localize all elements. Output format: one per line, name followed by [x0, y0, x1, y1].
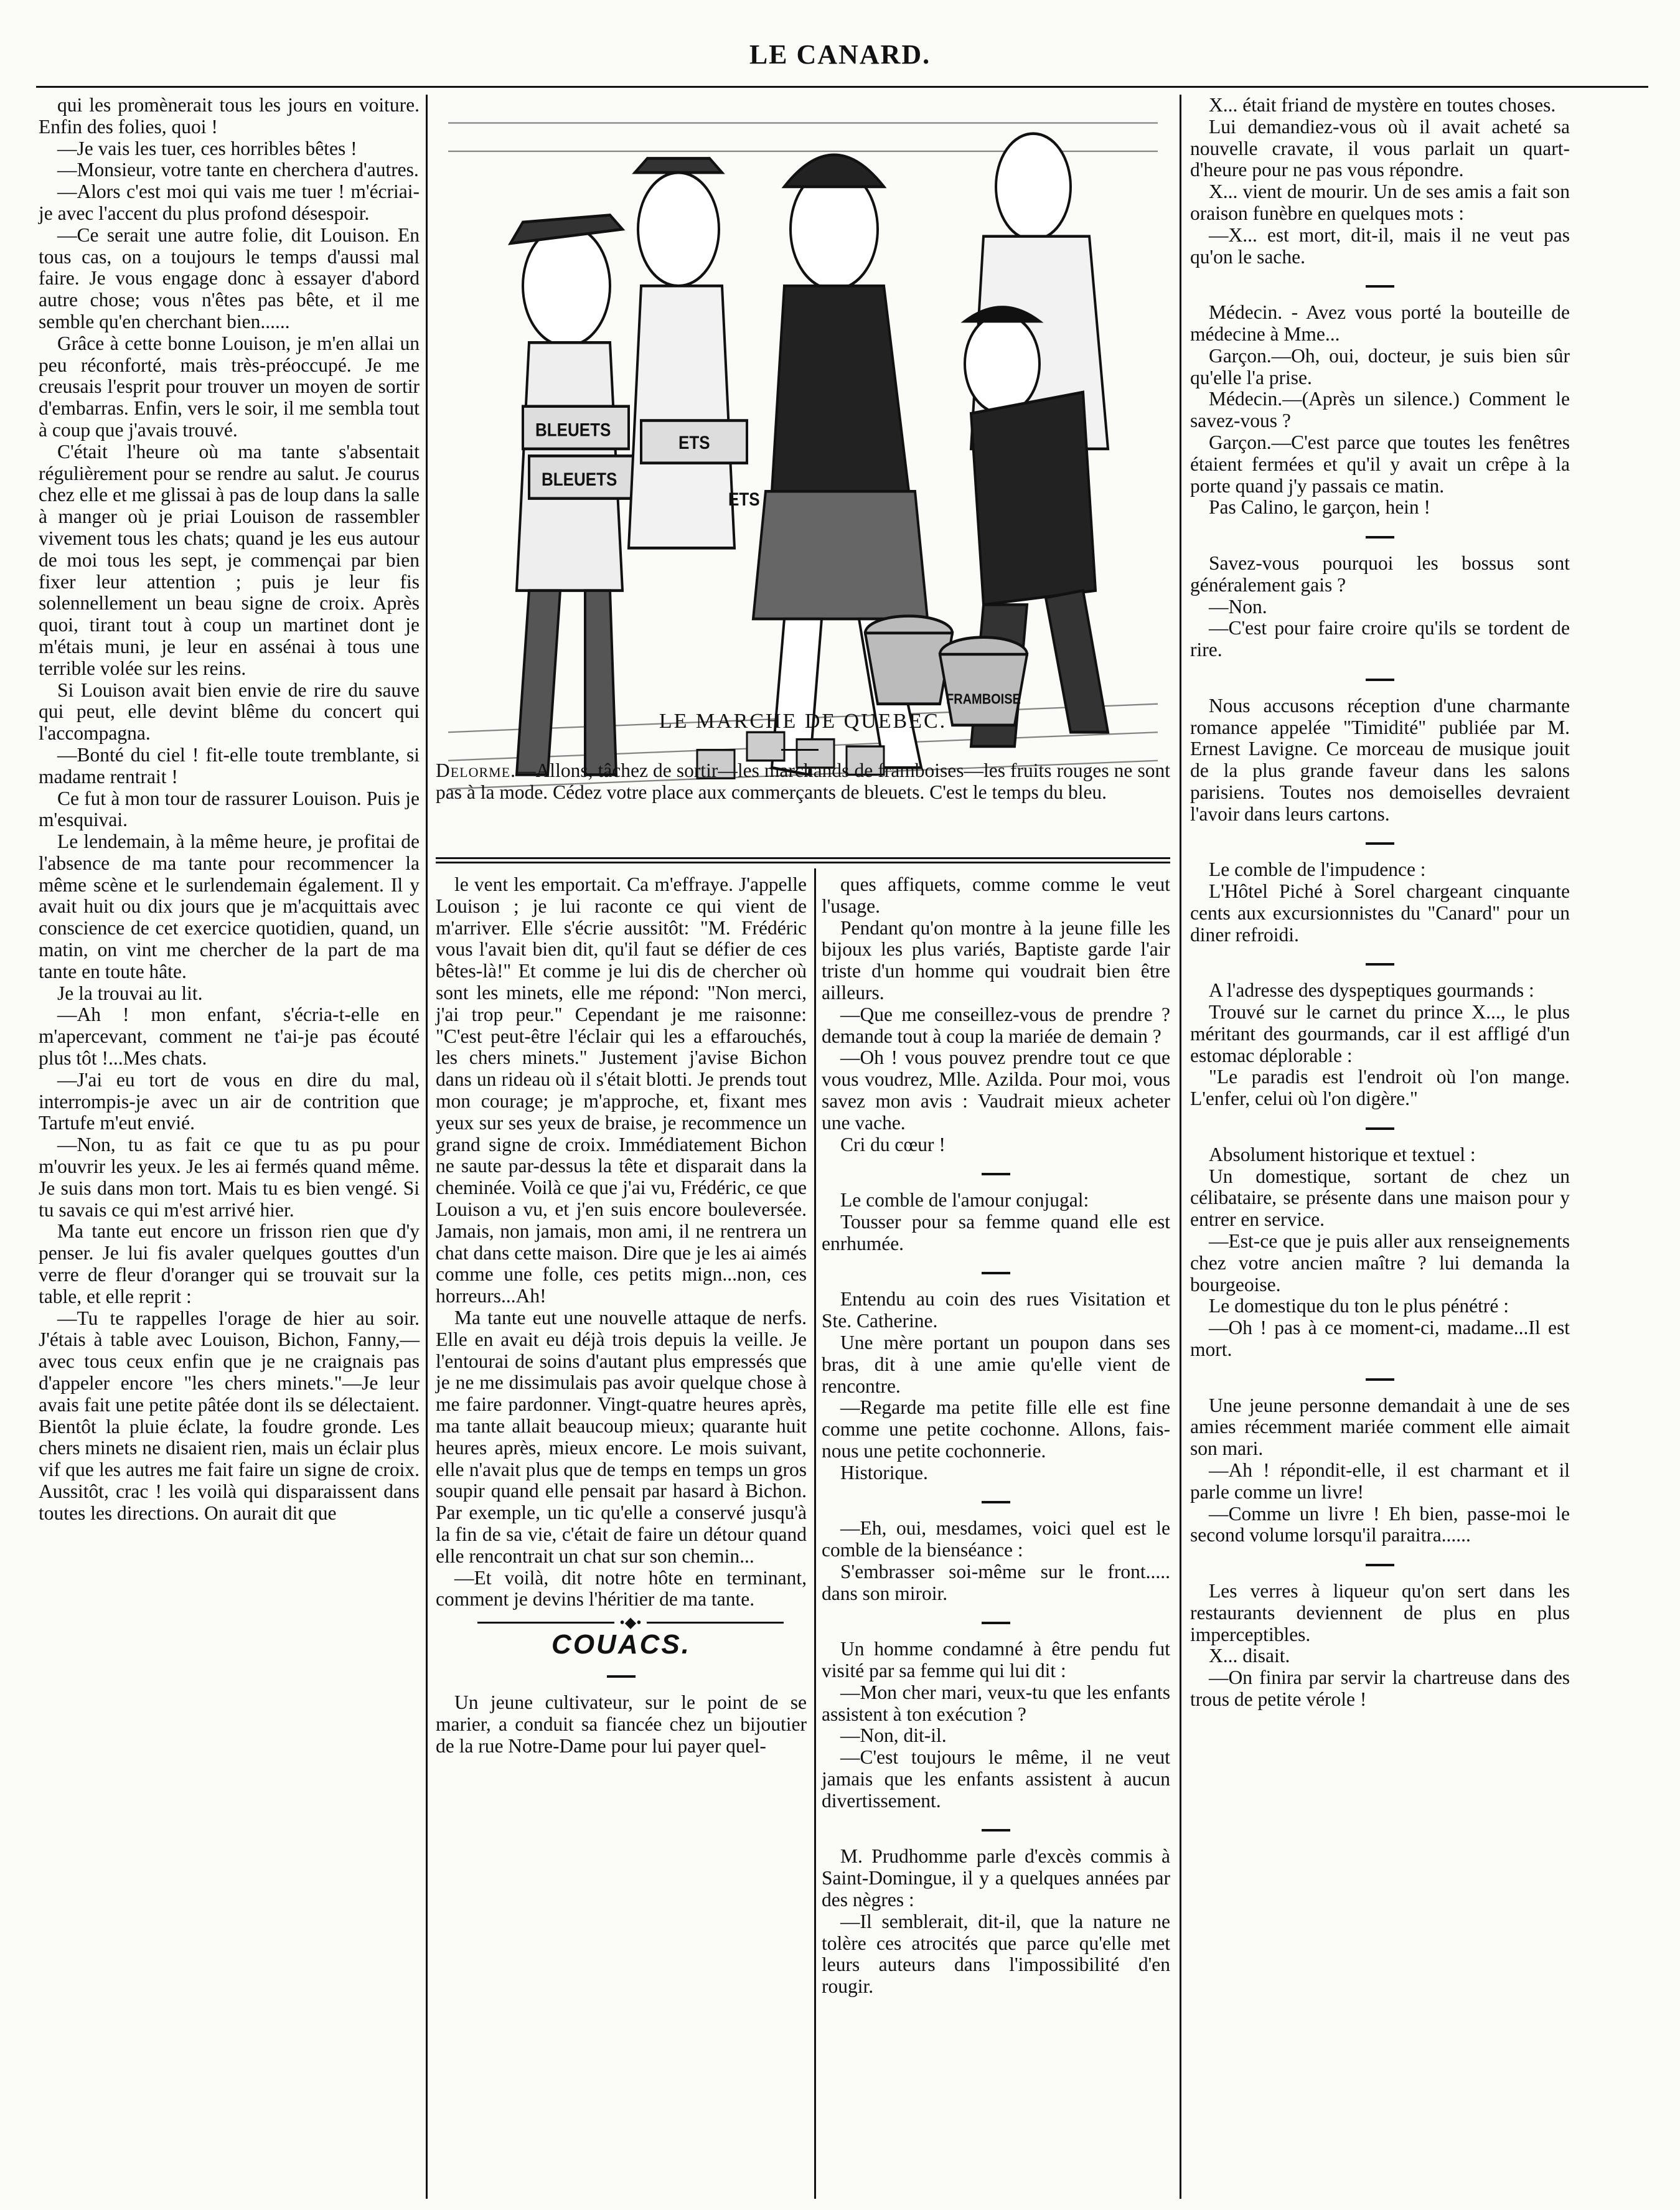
paragraph: —Comme un livre ! Eh bien, passe-moi le second volume lorsqu'il paraitra......	[1190, 1502, 1570, 1546]
legend-speaker: Delorme.	[436, 759, 517, 781]
paragraph: Un homme condamné à être pendu fut visité par sa femme qui lui dit :	[822, 1638, 1170, 1682]
separator-rule	[822, 1818, 1170, 1840]
separator-rule	[1190, 1116, 1570, 1138]
paragraph: Je la trouvai au lit.	[57, 982, 203, 1004]
separator-rule	[1190, 1553, 1570, 1574]
paragraph: Médecin. - Avez vous porté la bouteille de médecine à Mme...	[1190, 301, 1570, 345]
paragraph: X... était friand de mystère en toutes choses.	[1209, 94, 1556, 116]
paragraph: Trouvé sur le carnet du prince X..., le plus méritant des gourmands, car il est affligé d'un estomac déplorable :	[1190, 1001, 1570, 1066]
paragraph: ques affiquets, comme comme le veut l'usage.	[822, 873, 1170, 917]
paragraph: M. Prudhomme parle d'excès commis à Saint-Domingue, il y a quelques années par des nègres :	[822, 1845, 1170, 1911]
crate-label: ETS	[728, 489, 760, 510]
separator-rule	[436, 1665, 807, 1686]
paragraph: —X... est mort, dit-il, mais il ne veut pas qu'on le sache.	[1190, 223, 1570, 268]
paragraph: —Oh ! vous pouvez prendre tout ce que vous voudrez, Mlle. Azilda. Pour moi, vous savez mon avis : Vaudrait mieux acheter une vache.	[822, 1046, 1170, 1134]
paragraph: L'Hôtel Piché à Sorel chargeant cinquante cents aux excursionnistes du "Canard" pour un diner refroidi.	[1190, 880, 1570, 946]
paragraph: X... disait.	[1209, 1645, 1290, 1667]
paragraph: —Eh, oui, mesdames, voici quel est le comble de la bienséance :	[822, 1517, 1170, 1561]
paragraph: Cri du cœur !	[840, 1133, 946, 1155]
crate-label: ETS	[678, 432, 710, 453]
paragraph: Grâce à cette bonne Louison, je m'en allai un peu réconforté, mais très-préoccupé. Je me creusais l'esprit pour trouver un moyen de sortir d'embarras. Enfin, vers le soir, il me sembla tout à coup que j'avais trouvé.	[39, 332, 420, 441]
paragraph: Garçon.—C'est parce que toutes les fenêtres étaient fermées et qu'il y avait un crêpe à la porte quand j'y passais ce matin.	[1190, 431, 1570, 497]
paragraph: qui les promènerait tous les jours en voiture. Enfin des folies, quoi !	[39, 94, 420, 138]
paragraph: —Il semblerait, dit-il, que la nature ne tolère ces atrocités que parce qu'elle met leurs auteurs dans l'impossibilité d'en rougir.	[822, 1910, 1170, 1998]
top-rule	[36, 86, 1648, 88]
crate-label: BLEUETS	[535, 419, 611, 440]
paragraph: —Ce serait une autre folie, dit Louison. En tous cas, on a toujours le temps d'aussi mal faire. Je vous engage donc à essayer d'abord autre chose; vous n'êtes pas bête, et il me semble qu'en cherchant bien......	[39, 223, 420, 332]
paragraph: "Le paradis est l'endroit où l'on mange. L'enfer, celui où l'on digère."	[1190, 1066, 1570, 1110]
paragraph: Ma tante eut une nouvelle attaque de nerfs. Elle en avait eu déjà trois depuis la veille. Je l'entourai de soins d'autant plus empressés que je ne me dissimulais pas avoir quelque chose à me faire pardonner. Vingt-quatre heures après, ma tante allait beaucoup mieux; quarante huit heures après, mieux encore. Le mois suivant, elle n'avait plus que de temps en temps un gros soupir quand elle pensait par hasard à Bichon. Par exemple, un tic qu'elle a conservé jusqu'à la fin de sa vie, c'était de faire un détour quand elle rencontrait un chat sur son chemin...	[436, 1306, 807, 1567]
caption-dash	[781, 749, 819, 751]
paragraph: —C'est toujours le même, il ne veut jamais que les enfants assistent à aucun divertissement.	[822, 1746, 1170, 1812]
paragraph: —C'est pour faire croire qu'ils se tordent de rire.	[1190, 617, 1570, 661]
paragraph: —J'ai eu tort de vous en dire du mal, interrompis-je avec un air de contrition que Tartufe m'eut envié.	[39, 1068, 420, 1134]
paragraph: Une jeune personne demandait à une de ses amies récemment mariée comment elle aimait son mari.	[1190, 1394, 1570, 1460]
paragraph: Le lendemain, à la même heure, je profitai de l'absence de ma tante pour recommencer la même scène et le surlendemain également. Il y avait huit ou dix jours que je m'acquittais avec conscience de cet exercice quotidien, quand, un matin, on vint me chercher de la part de ma tante en toute hâte.	[39, 830, 420, 982]
separator-rule	[822, 1162, 1170, 1183]
paragraph: Le comble de l'amour conjugal:	[840, 1189, 1089, 1211]
paragraph: Lui demandiez-vous où il avait acheté sa nouvelle cravate, il vous parlait un quart-d'heure pour ne pas vous répondre.	[1190, 115, 1570, 181]
separator-rule	[822, 1611, 1170, 1633]
paragraph: —Que me conseillez-vous de prendre ? demande tout à coup la mariée de demain ?	[822, 1003, 1170, 1047]
paragraph: Un jeune cultivateur, sur le point de se marier, a conduit sa fiancée chez un bijoutier de la rue Notre-Dame pour lui payer quel-	[436, 1691, 807, 1757]
section-double-rule	[436, 857, 1170, 863]
paragraph: Ce fut à mon tour de rassurer Louison. Puis je m'esquivai.	[39, 787, 420, 831]
paragraph: Si Louison avait bien envie de rire du sauve qui peut, elle devint blême du concert qui l'accompagna.	[39, 679, 420, 745]
paragraph: —Mon cher mari, veux-tu que les enfants assistent à ton exécution ?	[822, 1681, 1170, 1725]
paragraph: Un domestique, sortant de chez un célibataire, se présente dans une maison pour y entrer en service.	[1190, 1165, 1570, 1231]
paragraph: Garçon.—Oh, oui, docteur, je suis bien sûr qu'elle l'a prise.	[1190, 344, 1570, 388]
paragraph: —Oh ! pas à ce moment-ci, madame...Il est mort.	[1190, 1317, 1570, 1361]
paragraph: —On finira par servir la chartreuse dans des trous de petite vérole !	[1190, 1667, 1570, 1710]
separator-rule	[822, 1261, 1170, 1283]
paragraph: —Alors c'est moi qui vais me tuer ! m'écriai-je avec l'accent du plus profond désespoir.	[39, 181, 420, 224]
column-3	[822, 874, 1170, 1998]
paragraph: Une mère portant un poupon dans ses bras, dit à une amie qu'elle vient de rencontre.	[822, 1331, 1170, 1397]
paragraph: —Regarde ma petite fille elle est fine comme une petite cochonne. Allons, fais-nous une petite cochonnerie.	[822, 1396, 1170, 1462]
paragraph: —Non.	[1209, 595, 1267, 618]
paragraph: —Bonté du ciel ! fit-elle toute tremblante, si madame rentrait !	[39, 743, 420, 788]
paragraph: Les verres à liqueur qu'on sert dans les restaurants deviennent de plus en plus imperceptibles.	[1190, 1580, 1570, 1645]
paragraph: S'embrasser soi-même sur le front..... dans son miroir.	[822, 1560, 1170, 1604]
separator-rule	[1190, 667, 1570, 689]
separator-rule	[822, 1490, 1170, 1512]
section-heading-couacs	[436, 1629, 807, 1660]
paragraph: —Ah ! mon enfant, s'écria-t-elle en m'apercevant, comment ne t'ai-je pas écouté plus tôt !...Mes chats.	[39, 1004, 420, 1070]
paragraph: Absolument historique et textuel :	[1209, 1143, 1476, 1165]
masthead: LE CANARD.	[749, 39, 931, 70]
separator-rule	[1190, 1367, 1570, 1389]
paragraph: —Monsieur, votre tante en cherchera d'autres.	[57, 159, 419, 181]
paragraph: Le domestique du ton le plus pénétré :	[1209, 1295, 1509, 1317]
paragraph: Historique.	[840, 1461, 928, 1484]
paragraph: —Et voilà, dit notre hôte en terminant, comment je devins l'héritier de ma tante.	[436, 1566, 807, 1610]
column-4	[1190, 95, 1570, 1711]
paragraph: Ma tante eut encore un frisson rien que d'y penser. Je lui fis avaler quelques gouttes d'un verre de fleur d'oranger qui se trouvait sur la table, et elle reprit :	[39, 1220, 420, 1307]
paragraph: X... vient de mourir. Un de ses amis a fait son oraison funèbre en quelques mots :	[1190, 181, 1570, 224]
ornament-rule: •◆•	[436, 1610, 807, 1634]
paragraph: Médecin.—(Après un silence.) Comment le savez-vous ?	[1190, 388, 1570, 432]
couacs-title: COUACS.	[551, 1629, 691, 1660]
basket-label: FRAMBOISE	[946, 691, 1021, 707]
paragraph: Savez-vous pourquoi les bossus sont généralement gais ?	[1190, 552, 1570, 596]
column-divider	[1180, 95, 1181, 2199]
paragraph: —Est-ce que je puis aller aux renseignements chez votre ancien maître ? lui demanda la bourgeoise.	[1190, 1230, 1570, 1295]
paragraph: Le comble de l'impudence :	[1209, 858, 1426, 881]
column-divider	[814, 868, 816, 2199]
separator-rule	[1190, 525, 1570, 547]
illustration-market-scene	[436, 95, 1170, 803]
paragraph: Tousser pour sa femme quand elle est enrhumée.	[822, 1210, 1170, 1254]
paragraph: —Tu te rappelles l'orage de hier au soir. J'étais à table avec Louison, Bichon, Fanny,—avec tous ceux enfin que je ne craignais pas d'appeler encore "les chers minets."—Je leur avais fait une petite pâtée dont ils se délectaient. Bientôt la pluie éclate, la foudre gronde. Les chers minets ne disaient rien, mais un éclair plus vif que les autres me fait faire un signe de croix. Aussitôt, crac ! les voilà qui disparaissent dans toutes les directions. On aurait dit que	[39, 1307, 420, 1524]
figure-caption: LE MARCHE DE QUEBEC.	[659, 710, 947, 733]
separator-rule	[1190, 952, 1570, 974]
paragraph: A l'adresse des dyspeptiques gourmands :	[1209, 979, 1534, 1002]
paragraph: C'était l'heure où ma tante s'absentait régulièrement pour se rendre au salut. Je courus chez elle et me glissai à pas de loup dans la salle à manger où je priai Louison de rassembler vivement tous les chats; quand je les eus autour de moi tous les sept, je commençai par bien fixer leur attention ; puis je leur fis solennellement un beau signe de croix. Après quoi, tirant tout à coup un martinet dont je m'étais muni, je leur en assénai à tous une terrible volée sur les reins.	[39, 440, 420, 679]
paragraph: —Je vais les tuer, ces horribles bêtes !	[57, 137, 357, 159]
paragraph: —Non, tu as fait ce que tu as pu pour m'ouvrir les yeux. Je les ai fermés quand même. Je suis dans mon tort. Mais tu es bien vengé. Si tu savais ce qui m'est arrivé hier.	[39, 1134, 420, 1221]
column-divider	[426, 95, 428, 2199]
paragraph: —Non, dit-il.	[840, 1724, 947, 1747]
separator-rule	[1190, 274, 1570, 296]
paragraph: —Ah ! répondit-elle, il est charmant et il parle comme un livre!	[1190, 1459, 1570, 1503]
legend-text: —Allons, tâchez de sortir—les marchands de framboises—les fruits rouges ne sont pas à la mode. Cédez votre place aux commerçants de bleuets. C'est le temps du bleu.	[436, 759, 1170, 803]
paragraph: Pendant qu'on montre à la jeune fille les bijoux les plus variés, Baptiste garde l'air triste d'un homme qui voudrait bien être ailleurs.	[822, 916, 1170, 1004]
paragraph: Pas Calino, le garçon, hein !	[1209, 496, 1431, 519]
crate-label: BLEUETS	[542, 469, 617, 490]
separator-rule	[1190, 832, 1570, 853]
paragraph: Entendu au coin des rues Visitation et Ste. Catherine.	[822, 1288, 1170, 1332]
paragraph: Nous accusons réception d'une charmante romance appelée "Timidité" publiée par M. Ernest Lavigne. Ce morceau de musique jouit de la plus grande faveur dans les salons parisiens. Toutes nos demoiselles devraient l'avoir dans leurs cartons.	[1190, 694, 1570, 825]
figure-legend	[436, 759, 1170, 803]
column-1	[39, 95, 420, 1525]
column-2	[436, 874, 807, 1757]
paragraph: le vent les emportait. Ca m'effraye. J'appelle Louison ; je lui raconte ce qui vient de m'arriver. Elle s'écrie aussitôt: "M. Frédéric vous l'avait bien dit, qu'il faut se défier de ces bêtes-là!" Et comme je lui dis de chercher où sont les minets, elle me répond: "Non merci, j'ai trop peur." Cependant je me raisonne: "C'est peut-être l'éclair qui les a effarouchés, les chers minets." Justement j'avise Bichon dans un rideau où il s'était blotti. Je prends tout mon courage; je m'approche, et, fixant mes yeux sur ses yeux de braise, je recommence un grand signe de croix. Immédiatement Bichon ne saute par-dessus la tête et disparait dans la cheminée. Voilà ce que j'ai vu, Frédéric, ce que Louison a vu, et j'en suis encore bouleversée. Jamais, non jamais, mon ami, il ne rentrera un chat dans cette maison. Dire que je les ai aimés comme une folle, ces petits mign...non, ces horreurs...Ah!	[436, 873, 807, 1307]
